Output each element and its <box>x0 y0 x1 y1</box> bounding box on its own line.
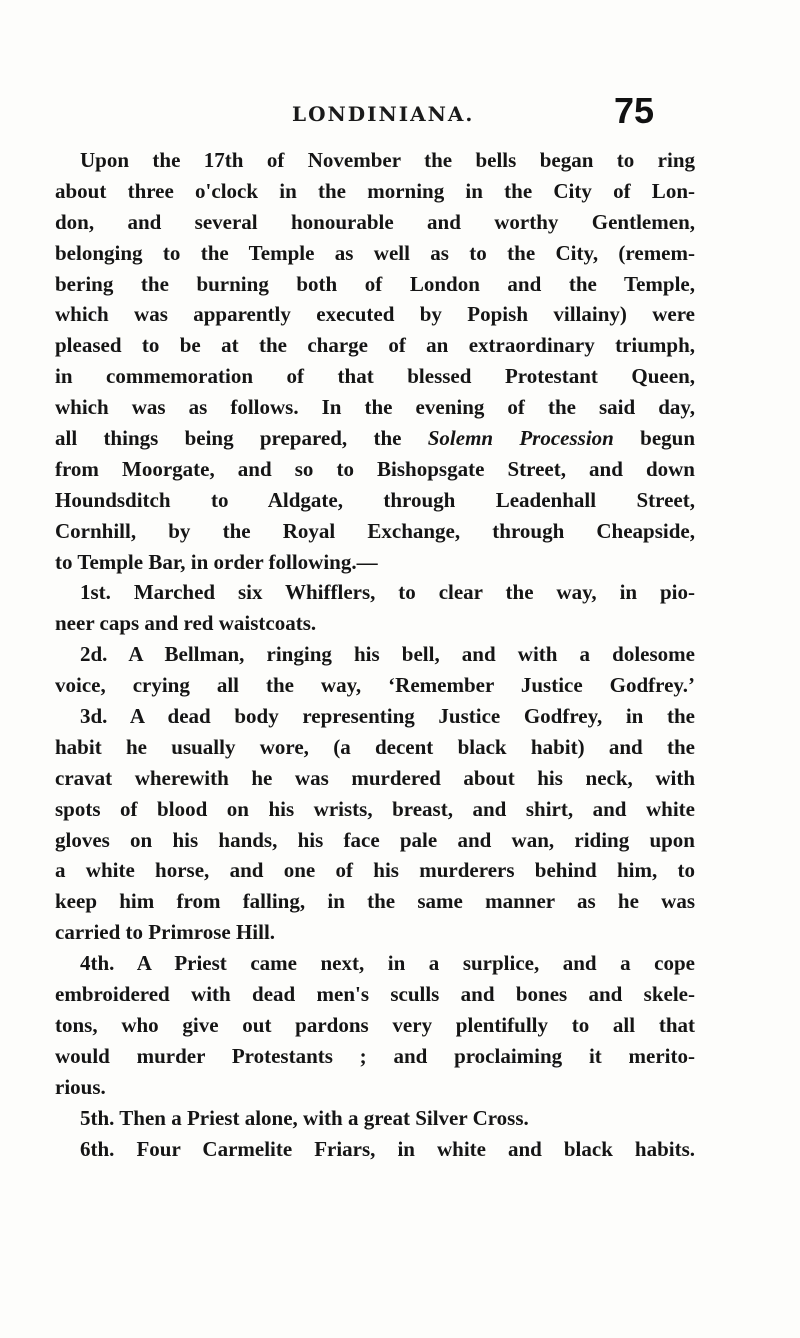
text-line: Cornhill, by the Royal Exchange, through Cheapside, <box>55 518 695 543</box>
text-segment: all things being prepared, the <box>55 426 428 451</box>
text-line: 3d. A dead body representing Justice Godfrey, in the <box>80 704 695 729</box>
text-line: rious. <box>55 1074 106 1099</box>
text-line: tons, who give out pardons very plentifully to all that <box>55 1012 695 1037</box>
text-line: carried to Primrose Hill. <box>55 920 276 945</box>
text-line: which was as follows. In the evening of the said day, <box>55 395 695 420</box>
text-line: Upon the 17th of November the bells began to ring <box>80 148 695 172</box>
text-line: gloves on his hands, his face pale and wan, riding upon <box>55 827 695 852</box>
text-line: 1st. Marched six Whifflers, to clear the way, in pio- <box>80 580 695 605</box>
text-line: which was apparently executed by Popish villainy) were <box>55 302 695 327</box>
text-line: 5th. Then a Priest alone, with a great Silver Cross. <box>80 1105 529 1130</box>
text-line: 6th. Four Carmelite Friars, in white and black habits. <box>80 1136 695 1161</box>
text-line: Houndsditch to Aldgate, through Leadenhall Street, <box>55 487 695 512</box>
text-line <box>55 423 695 454</box>
text-segment: begun <box>613 426 695 451</box>
text-line: voice, crying all the way, ‘Remember Justice Godfrey.’ <box>55 673 695 698</box>
text-line: neer caps and red waistcoats. <box>55 611 317 636</box>
text-line: in commemoration of that blessed Protestant Queen, <box>55 364 695 389</box>
text-line: embroidered with dead men's sculls and bones and skele- <box>55 982 695 1007</box>
text-line: bering the burning both of London and the Temple, <box>55 271 695 296</box>
text-line: 2d. A Bellman, ringing his bell, and with a dolesome <box>80 642 695 667</box>
text-line: pleased to be at the charge of an extraordinary triumph, <box>55 333 695 358</box>
text-line: would murder Protestants ; and proclaiming it merito- <box>55 1043 695 1068</box>
text-line: spots of blood on his wrists, breast, and shirt, and white <box>55 796 695 821</box>
text-line: about three o'clock in the morning in the City of Lon- <box>55 178 695 203</box>
text-line: cravat wherewith he was murdered about his neck, with <box>55 765 695 790</box>
italic-phrase: Solemn Procession <box>427 426 614 451</box>
text-line: from Moorgate, and so to Bishopsgate Street, and down <box>55 456 695 481</box>
page-number: 75 <box>614 90 655 131</box>
text-line: keep him from falling, in the same manner as he was <box>55 889 695 914</box>
text-line: to Temple Bar, in order following.— <box>55 549 378 574</box>
body-text <box>55 145 695 1164</box>
text-line: a white horse, and one of his murderers behind him, to <box>55 858 695 883</box>
text-line: habit he usually wore, (a decent black habit) and the <box>55 734 695 759</box>
text-line: don, and several honourable and worthy Gentlemen, <box>55 209 695 234</box>
text-line: belonging to the Temple as well as to the City, (remem- <box>55 240 695 265</box>
running-title: LONDINIANA. <box>292 102 475 126</box>
text-line: 4th. A Priest came next, in a surplice, and a cope <box>80 951 695 976</box>
running-head <box>0 92 800 132</box>
